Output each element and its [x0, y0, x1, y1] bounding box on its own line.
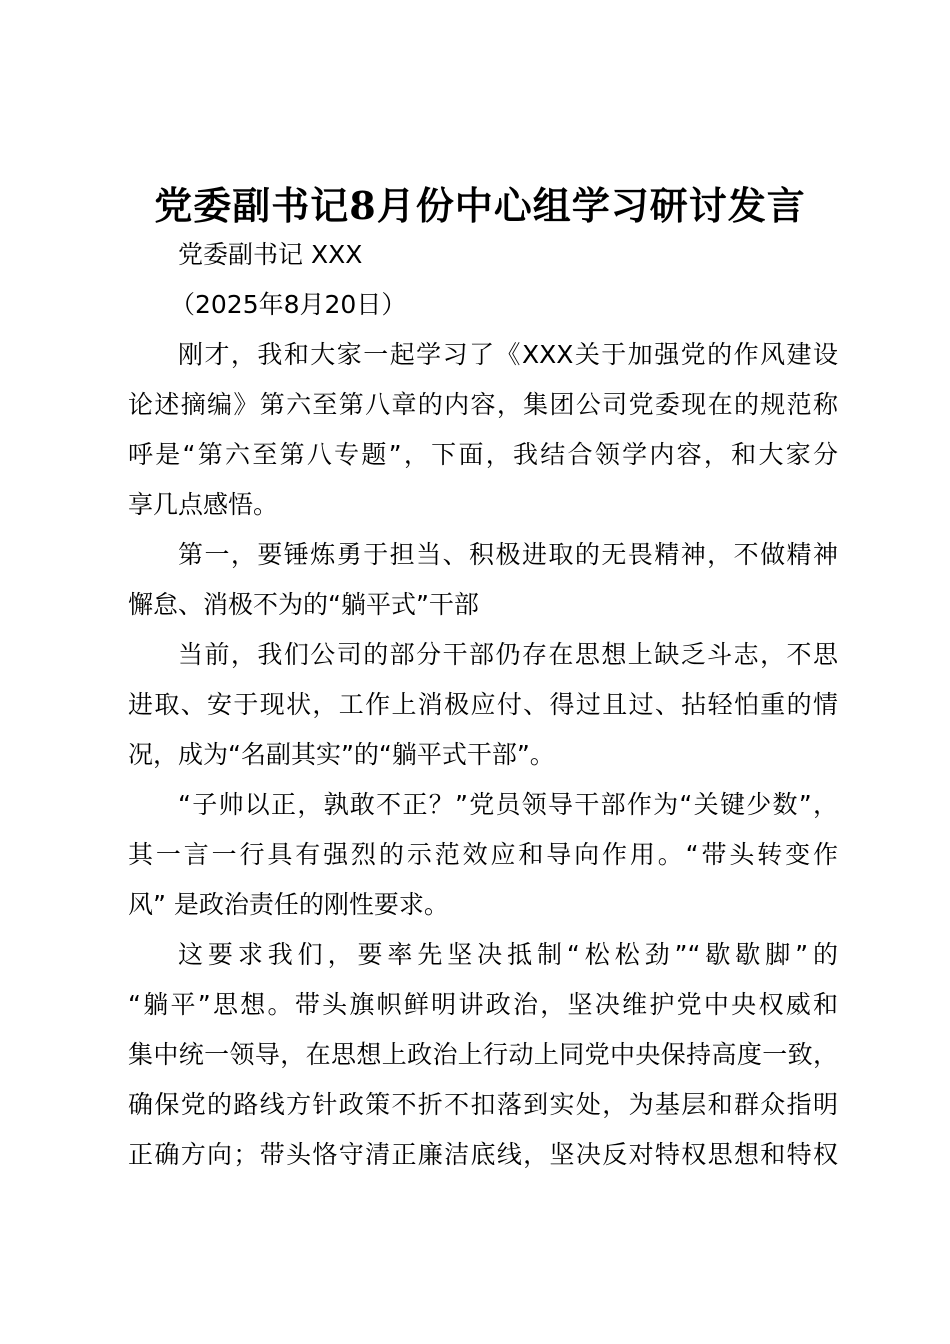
paragraph-line: 集中统一领导，在思想上政治上行动上同党中央保持高度一致， [128, 1040, 838, 1069]
section-heading-line: 第一，要锤炼勇于担当、积极进取的无畏精神，不做精神 [178, 540, 838, 569]
document-title: 党委副书记8月份中心组学习研讨发言 [154, 183, 806, 228]
section-heading-line: 懈怠、消极不为的“躺平式”干部 [128, 590, 479, 619]
paragraph-line: 当前，我们公司的部分干部仍存在思想上缺乏斗志，不思 [178, 640, 838, 669]
paragraph-line: 其一言一行具有强烈的示范效应和导向作用。“带头转变作 [128, 840, 838, 869]
paragraph-line: 刚才，我和大家一起学习了《XXX关于加强党的作风建设 [178, 340, 838, 369]
paragraph-line: 进取、安于现状，工作上消极应付、得过且过、拈轻怕重的情 [128, 690, 838, 719]
paragraph-line: 确保党的路线方针政策不折不扣落到实处，为基层和群众指明 [128, 1090, 838, 1119]
paragraph-line: 这要求我们，要率先坚决抵制“松松劲”“歇歇脚”的 [178, 940, 838, 969]
paragraph-line: 论述摘编》第六至第八章的内容，集团公司党委现在的规范称 [128, 390, 838, 419]
paragraph-line: “子帅以正，孰敢不正？”党员领导干部作为“关键少数”， [178, 790, 838, 819]
paragraph-line: 呼是“第六至第八专题”，下面，我结合领学内容，和大家分 [128, 440, 838, 469]
paragraph-line: 享几点感悟。 [128, 490, 279, 519]
date-line: （2025年8月20日） [170, 290, 407, 319]
paragraph-line: 况，成为“名副其实”的“躺平式干部”。 [128, 740, 555, 769]
paragraph-line: 正确方向；带头恪守清正廉洁底线，坚决反对特权思想和特权 [128, 1140, 838, 1169]
paragraph-line: “躺平”思想。带头旗帜鲜明讲政治，坚决维护党中央权威和 [128, 990, 838, 1019]
paragraph-line: 风” 是政治责任的刚性要求。 [128, 890, 449, 919]
author-line: 党委副书记 XXX [178, 240, 363, 269]
